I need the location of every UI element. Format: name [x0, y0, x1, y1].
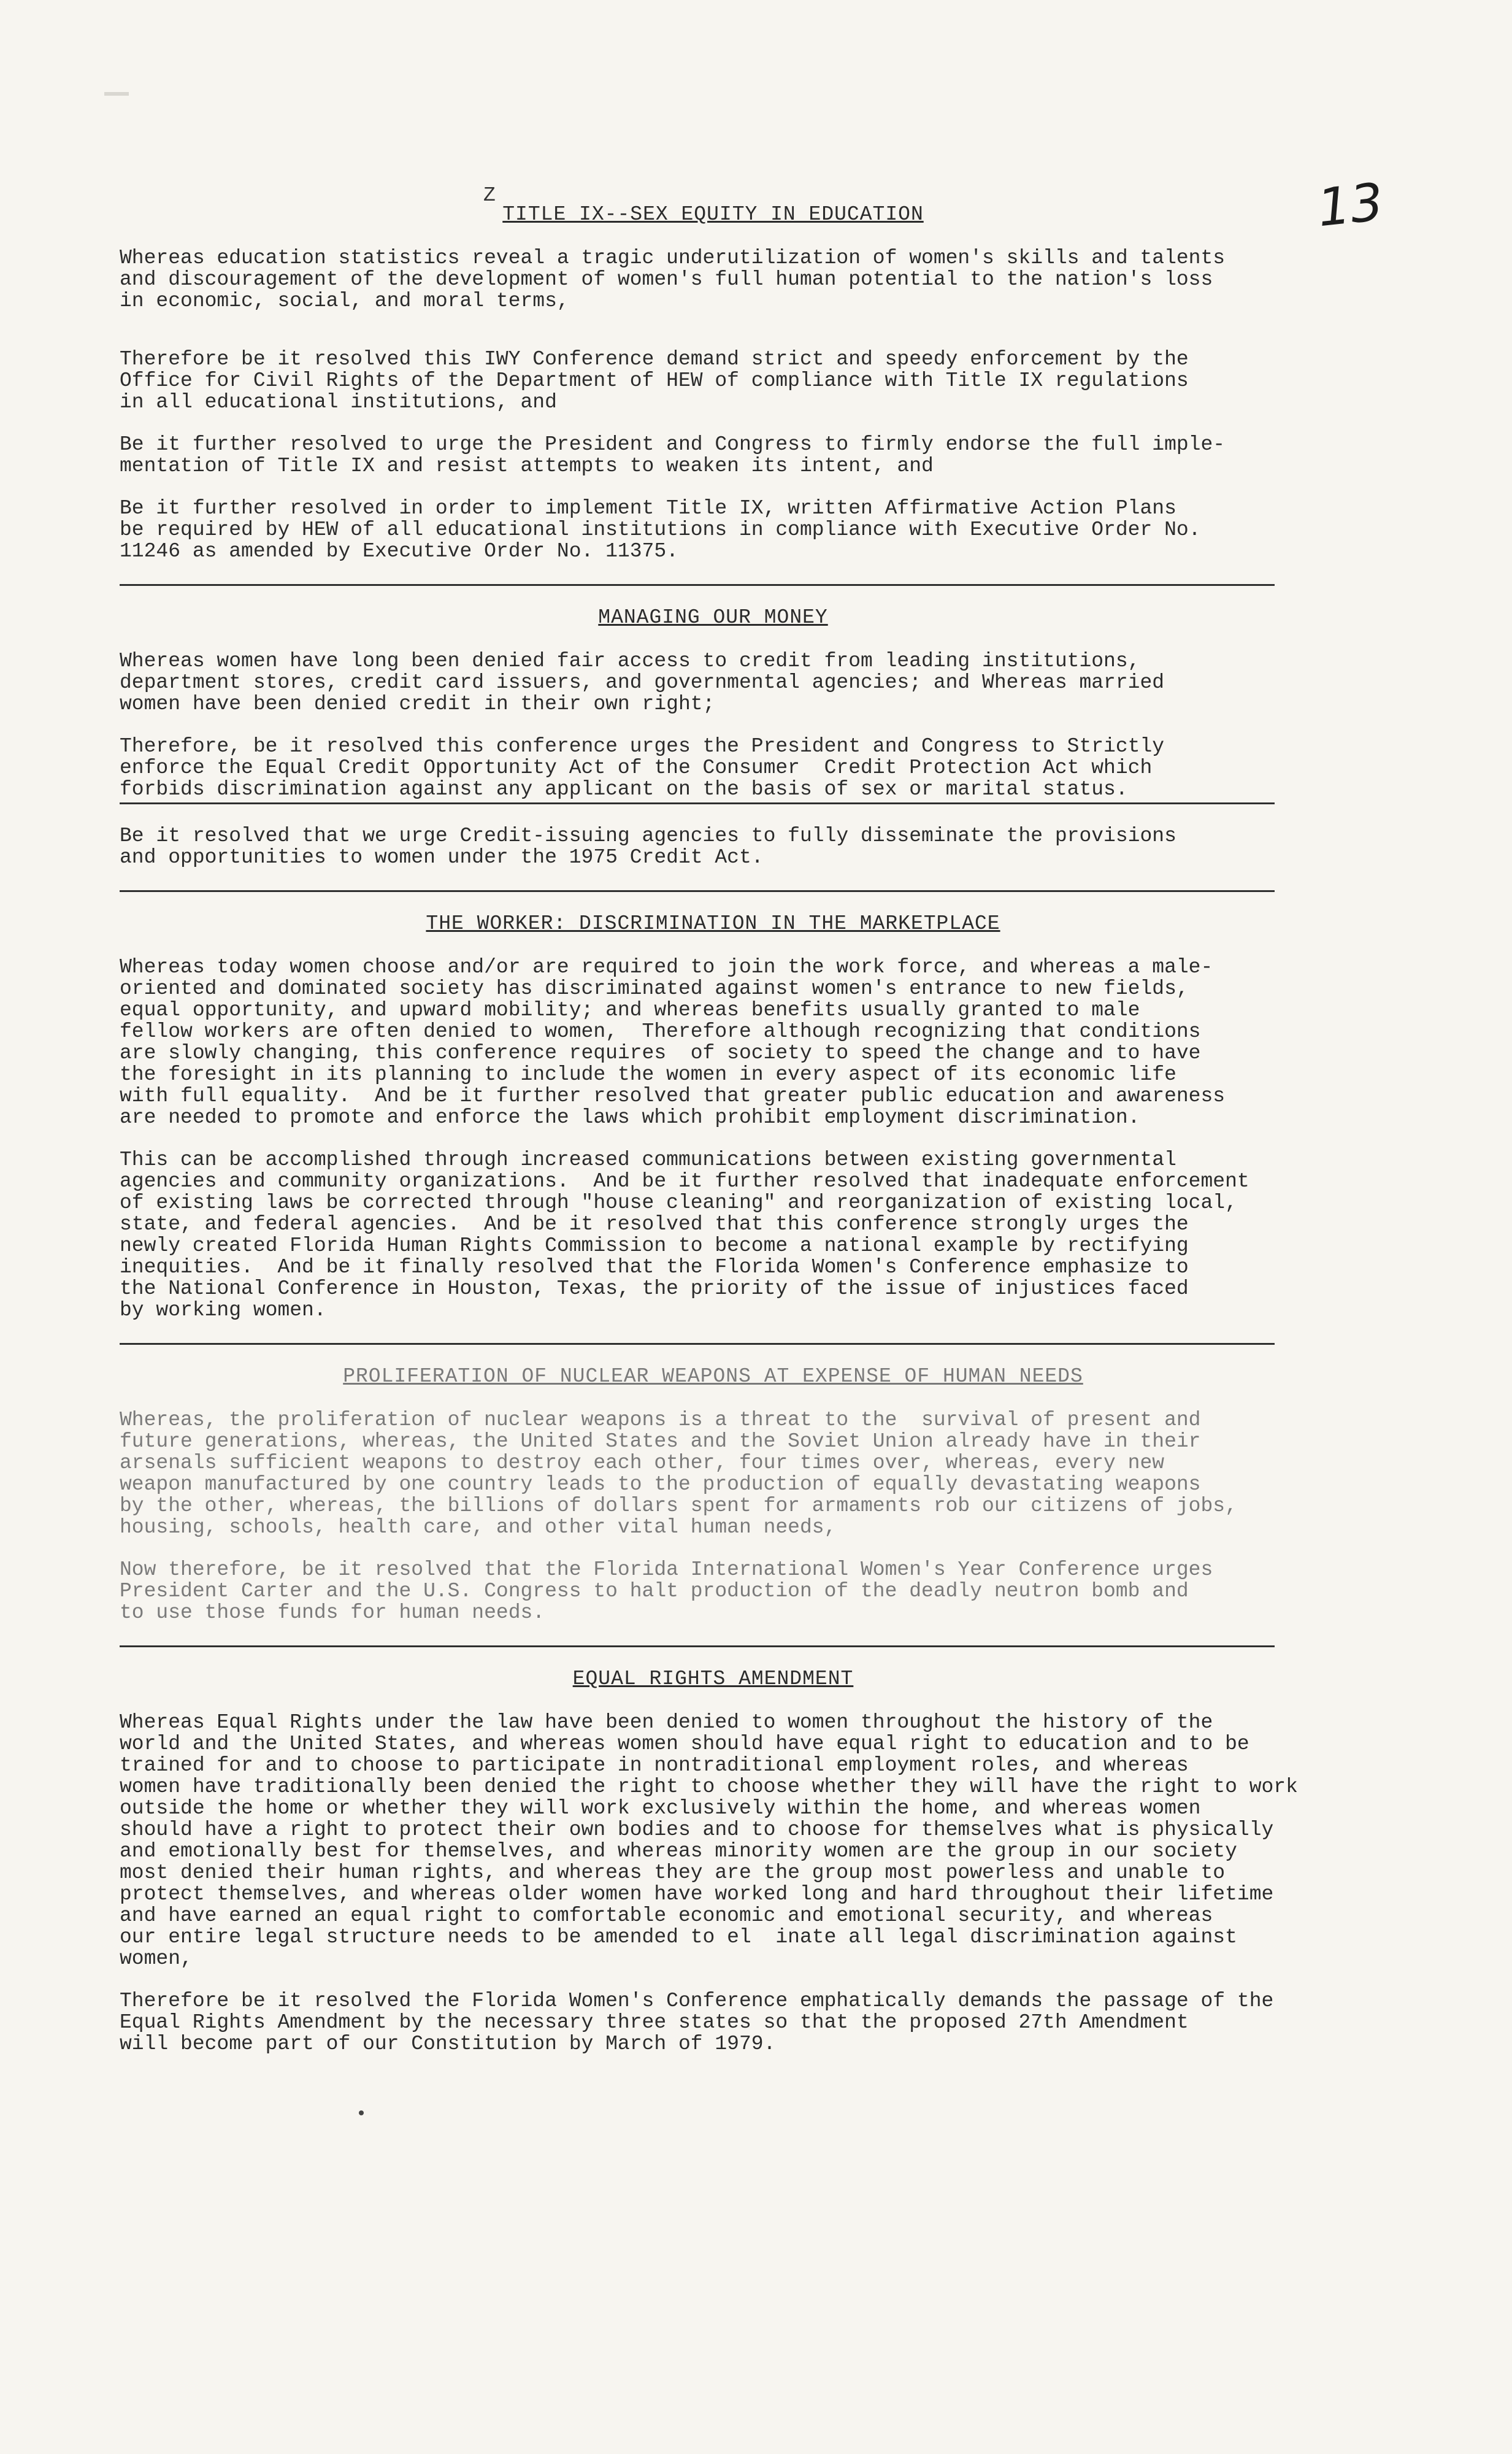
section-title: MANAGING OUR MONEY: [598, 606, 828, 629]
paragraph: Therefore be it resolved this IWY Conference demand strict and speedy enforcement by the Office for Civil Rights of the Department of HEW of compliance with Title IX regulations in all educational institutions, and: [120, 348, 1189, 413]
stray-mark: [359, 2110, 364, 2115]
top-marker: Z: [483, 184, 496, 207]
divider: [120, 1645, 1275, 1647]
section-title: TITLE IX--SEX EQUITY IN EDUCATION: [502, 203, 924, 226]
paragraph: This can be accomplished through increased communications between existing governmental agencies and community organizations. And be it further resolved that inadequate enforcement of existing laws be corrected through "house cleaning" and reorganization of existing local, state, and federal agencies. And be it resolved that this conference strongly urges the newly created Florida Human Rights Commission to become a national example by rectifying inequities. And be it finally resolved that the Florida Women's Conference emphasize to the National Conference in Houston, Texas, the priority of the issue of injustices faced by working women.: [120, 1148, 1249, 1321]
section-era: [120, 1668, 1307, 2055]
divider: [120, 584, 1275, 586]
paragraph: Whereas education statistics reveal a tragic underutilization of women's skills and talents and discouragement of the development of women's full human potential to the nation's loss in economic, social, and moral terms,: [120, 247, 1226, 312]
paragraph: Be it resolved that we urge Credit-issuing agencies to fully disseminate the provisions and opportunities to women under the 1975 Credit Act.: [120, 825, 1176, 869]
scan-speck: [104, 92, 129, 96]
document-body: [120, 178, 1307, 2075]
paragraph: Therefore be it resolved the Florida Women's Conference emphatically demands the passage of the Equal Rights Amendment by the necessary three states so that the proposed 27th Amendment will become part of our Constitution by March of 1979.: [120, 1990, 1274, 2055]
section-worker: [120, 913, 1307, 1321]
divider: [120, 890, 1275, 892]
section-title-ix: [120, 178, 1307, 562]
paragraph: Whereas today women choose and/or are required to join the work force, and whereas a male- oriented and dominated society has discriminated against women's entrance to new fields, equal opportunity, and upward mobility; and whereas benefits usually granted to male fellow workers are often denied to women, Therefore although recognizing that conditions are slowly changing, this conference requires of society to speed the change and to have the foresight in its planning to include the women in every aspect of its economic life with full equality. And be it further resolved that greater public education and awareness are needed to promote and enforce the laws which prohibit employment discrimination.: [120, 956, 1226, 1129]
paragraph: Therefore, be it resolved this conference urges the President and Congress to Strictly enforce the Equal Credit Opportunity Act of the Consumer Credit Protection Act which forbids discrimination against any applicant on the basis of sex or marital status.: [120, 735, 1165, 801]
section-title: EQUAL RIGHTS AMENDMENT: [572, 1667, 854, 1690]
section-nuclear-weapons: [120, 1366, 1307, 1623]
section-title: PROLIFERATION OF NUCLEAR WEAPONS AT EXPENSE OF HUMAN NEEDS: [343, 1365, 1083, 1388]
paragraph: Whereas, the proliferation of nuclear weapons is a threat to the survival of present and future generations, whereas, the United States and the Soviet Union already have in their arsenals sufficient weapons to destroy each other, four times over, whereas, every new weapon manufactured by one country leads to the production of equally devastating weapons by the other, whereas, the billions of dollars spent for armaments rob our citizens of jobs, housing, schools, health care, and other vital human needs,: [120, 1409, 1237, 1539]
paragraph: Be it further resolved to urge the President and Congress to firmly endorse the full imple- mentation of Title IX and resist attempts to weaken its intent, and: [120, 433, 1226, 477]
paragraph: Whereas women have long been denied fair access to credit from leading institutions, department stores, credit card issuers, and governmental agencies; and Whereas married women have been denied credit in their own right;: [120, 650, 1165, 715]
paragraph: Be it further resolved in order to implement Title IX, written Affirmative Action Plans be required by HEW of all educational institutions in compliance with Executive Order No. 11246 as amended by Executive Order No. 11375.: [120, 497, 1201, 563]
paragraph: Whereas Equal Rights under the law have been denied to women throughout the history of the world and the United States, and whereas women should have equal right to education and to be trained for and to choose to participate in nontraditional employment roles, and whereas women have traditionally been denied the right to choose whether they will have the right to work outside the home or whether they will work exclusively within the home, and whereas women should have a right to protect their own bodies and to choose for themselves what is physically and emotionally best for themselves, and whereas minority women are the group in our society most denied their human rights, and whereas they are the group most powerless and unable to protect themselves, and whereas older women have worked long and hard throughout their lifetime and have earned an equal right to comfortable economic and emotional security, and whereas our entire legal structure needs to be amended to el inate all legal discrimination against women,: [120, 1711, 1298, 1970]
divider: [120, 802, 1275, 804]
paragraph: Now therefore, be it resolved that the Florida International Women's Year Conference urges President Carter and the U.S. Congress to halt production of the deadly neutron bomb and to use those funds for human needs.: [120, 1558, 1213, 1624]
section-title: THE WORKER: DISCRIMINATION IN THE MARKETPLACE: [426, 912, 1000, 935]
divider: [120, 1343, 1275, 1345]
section-managing-money: [120, 607, 1307, 868]
page-number: 13: [1314, 171, 1386, 239]
